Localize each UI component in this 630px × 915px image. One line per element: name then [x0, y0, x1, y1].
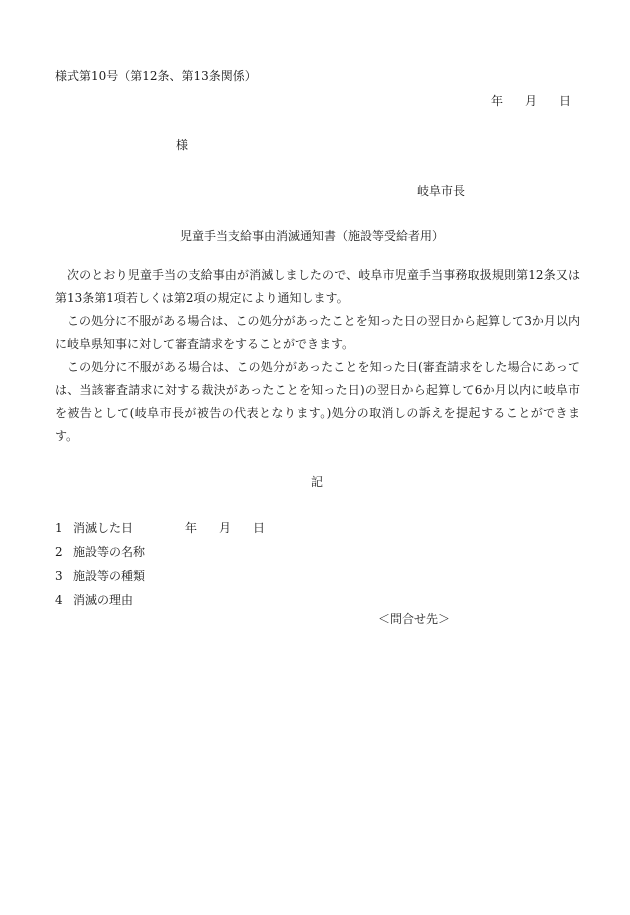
date-month-label: 月 — [525, 94, 538, 108]
date-month-label: 月 — [219, 521, 232, 535]
list-item — [55, 594, 133, 606]
date-day-label: 日 — [253, 521, 266, 535]
addressee-suffix: 様 — [176, 138, 189, 152]
item-label: 施設等の種類 — [73, 569, 146, 583]
item-number: 3 — [55, 569, 63, 583]
item-label: 消滅の理由 — [73, 593, 134, 607]
ki-heading: 記 — [311, 475, 324, 489]
issue-date — [491, 95, 571, 107]
item-number: 4 — [55, 593, 63, 607]
item-number: 1 — [55, 521, 63, 535]
list-item — [55, 546, 145, 558]
issuer-name: 岐阜市長 — [417, 184, 466, 198]
item-label: 消滅した日 — [73, 521, 134, 535]
date-year-label: 年 — [185, 521, 198, 535]
extinction-date — [185, 522, 265, 534]
item-number: 2 — [55, 545, 63, 559]
list-item — [55, 570, 145, 582]
document-title: 児童手当支給事由消滅通知書（施設等受給者用） — [180, 229, 445, 243]
contact-heading: ＜問合せ先＞ — [378, 612, 451, 626]
body-paragraph: 次のとおり児童手当の支給事由が消滅しましたので、岐阜市児童手当事務取扱規則第12条又は第13条第1項若しくは第2項の規定により通知します。 — [55, 268, 580, 305]
item-label: 施設等の名称 — [73, 545, 146, 559]
body-paragraph: この処分に不服がある場合は、この処分があったことを知った日(審査請求をした場合にあっては、当該審査請求に対する裁決があったことを知った日)の翌日から起算して6か月以内に岐阜市を被告として(岐阜市長が被告の代表となります。)処分の取消しの訴えを提起することができます。 — [55, 360, 580, 443]
date-year-label: 年 — [491, 94, 504, 108]
date-day-label: 日 — [559, 94, 572, 108]
form-number: 様式第10号（第12条、第13条関係） — [55, 69, 257, 83]
list-item — [55, 522, 133, 534]
body-paragraph: この処分に不服がある場合は、この処分があったことを知った日の翌日から起算して3か月以内に岐阜県知事に対して審査請求をすることができます。 — [55, 314, 580, 351]
notice-body — [55, 264, 580, 448]
